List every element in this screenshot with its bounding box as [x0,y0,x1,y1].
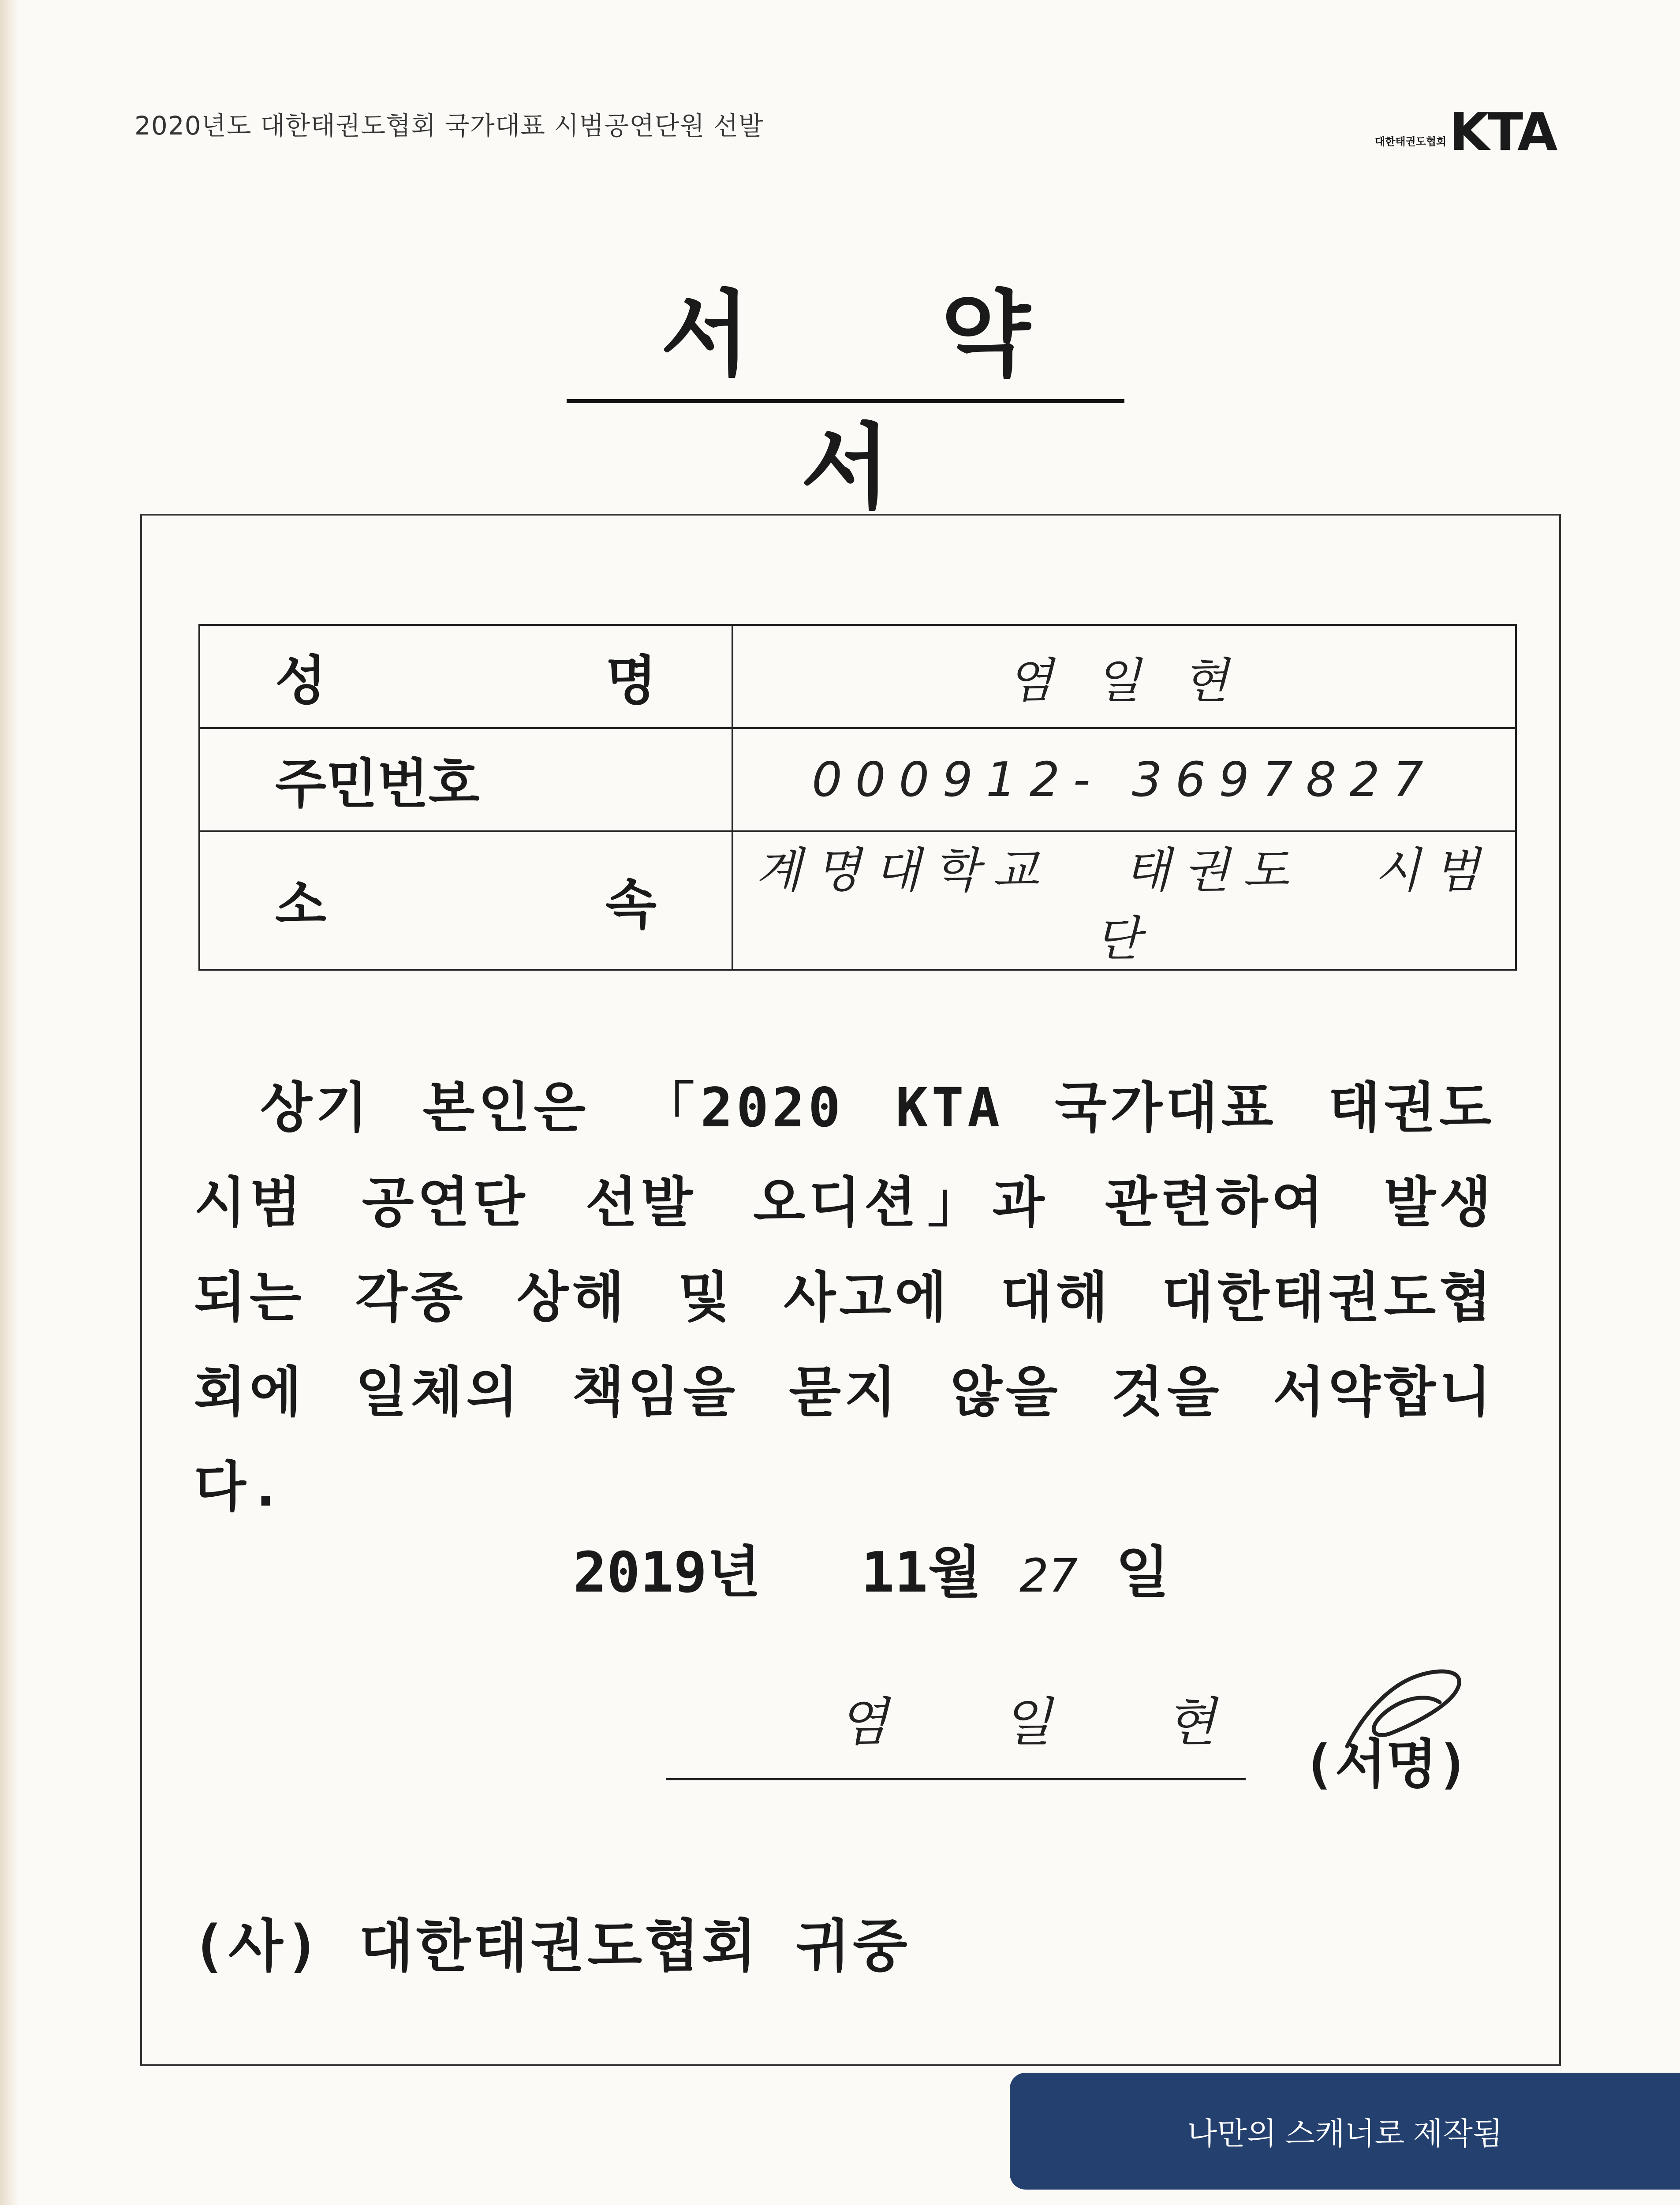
signature-stamp-label: (서명) [1303,1734,1469,1795]
logo-org-name: 대한태권도협회 [1375,135,1447,148]
title-underline [567,399,1124,403]
kta-logo [1375,101,1556,162]
date-day: 27 [1019,1549,1078,1603]
date-day-suffix: 일 [1116,1540,1169,1605]
signer-name: 염 일 현 [838,1692,1264,1753]
table-row [199,831,1516,970]
date-year: 2019년 [573,1540,761,1605]
page-edge [0,0,19,2205]
addressee: (사) 대한태권도협회 귀중 [192,1913,910,1979]
name-label: 성 명 [199,625,732,728]
date-line [573,1528,1169,1608]
pledge-text: 상기 본인은 「2020 KTA 국가대표 태권도 시범 공연단 선발 오디션」과 관련하여 발생되는 각종 상해 및 사고에 대해 대한태권도협회에 일체의 책임을 묻지 않을 것을 서약합니다. [194,1076,1495,1518]
signature-line [666,1778,1246,1780]
document-title: 서 약 서 [661,280,1110,522]
resident-number-label: 주민번호 [199,728,732,831]
header-caption: 2020년도 대한태권도협회 국가대표 시범공연단원 선발 [134,111,764,141]
table-row [199,625,1516,728]
resident-number-value: 000912- 3697827 [732,728,1516,831]
affiliation-value: 계명대학교 태권도 시범단 [732,831,1516,970]
scanner-banner [1010,2073,1680,2190]
affiliation-label: 소 속 [199,831,732,970]
name-value: 염 일 현 [732,625,1516,728]
date-month: 11월 [861,1540,982,1605]
logo-mark: KTA [1449,101,1556,162]
info-table [198,624,1517,971]
scanner-banner-text: 나만의 스캐너로 제작됨 [1187,2116,1503,2151]
table-row [199,728,1516,831]
